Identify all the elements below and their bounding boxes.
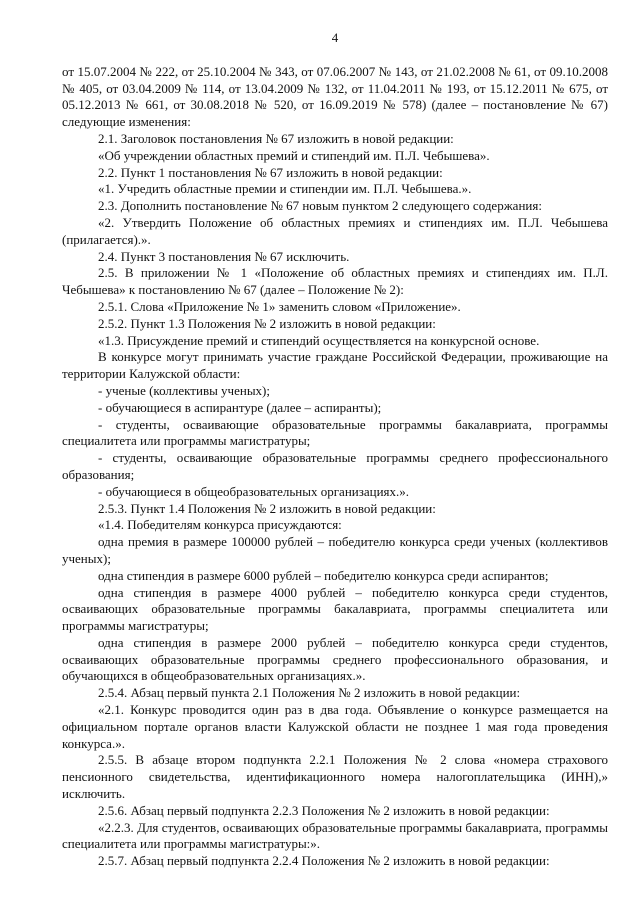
paragraph-2-5-4: 2.5.4. Абзац первый пункта 2.1 Положения № 2 изложить в новой редакции: — [98, 685, 521, 701]
paragraph-2-5-2: 2.5.2. Пункт 1.3 Положения № 2 изложить в новой редакции: — [98, 315, 436, 331]
list-item-school-pupils: - обучающиеся в общеобразовательных организациях.». — [98, 483, 410, 499]
paragraph-2-1-text: «Об учреждении областных премий и стипендий им. П.Л. Чебышева». — [98, 147, 490, 163]
paragraph-2-4: 2.4. Пункт 3 постановления № 67 исключить. — [98, 248, 350, 264]
paragraph-2-2-text: «1. Учредить областные премии и стипендии им. П.Л. Чебышева.». — [98, 181, 472, 197]
list-item-bachelor-students: - студенты, осваивающие образовательные программы бакалавриата, программы специалитета или программы магистратуры; — [62, 416, 608, 449]
paragraph-2-2-3: «2.2.3. Для студентов, осваивающих образовательные программы бакалавриата, программы специалитета или программы магистратуры:». — [62, 819, 608, 852]
paragraph-2-2: 2.2. Пункт 1 постановления № 67 изложить в новой редакции: — [98, 164, 443, 180]
paragraph-1-3: «1.3. Присуждение премий и стипендий осуществляется на конкурсной основе. — [98, 332, 540, 348]
paragraph-2-1: 2.1. Заголовок постановления № 67 изложить в новой редакции: — [98, 130, 454, 146]
award-college-stipend: одна стипендия в размере 2000 рублей – победителю конкурса среди студентов, осваивающих образовательные программы среднего профессионального образования, и обучающихся в общеобразовательных организациях.». — [62, 634, 608, 684]
paragraph-2-5-5: 2.5.5. В абзаце втором подпункта 2.2.1 Положения № 2 слова «номера страхового пенсионного свидетельства, идентификационного номера налогоплательщика (ИНН),» исключить. — [62, 752, 608, 802]
paragraph-2-5-1: 2.5.1. Слова «Приложение № 1» заменить словом «Приложение». — [98, 298, 461, 314]
award-postgraduate-stipend: одна стипендия в размере 6000 рублей – победителю конкурса среди аспирантов; — [98, 567, 549, 583]
document-page — [62, 0, 608, 870]
list-item-scientists: - ученые (коллективы ученых); — [98, 382, 271, 398]
award-bachelor-stipend: одна стипендия в размере 4000 рублей – победителю конкурса среди студентов, осваивающих образовательные программы бакалавриата, программы специалитета или программы магистратуры; — [62, 584, 608, 634]
list-item-postgraduates: - обучающиеся в аспирантуре (далее – аспиранты); — [98, 399, 382, 415]
paragraph-2-5: 2.5. В приложении № 1 «Положение об областных премиях и стипендиях им. П.Л. Чебышева» к постановлению № 67 (далее – Положение № 2): — [62, 265, 608, 298]
paragraph-continuation: от 15.07.2004 № 222, от 25.10.2004 № 343, от 07.06.2007 № 143, от 21.02.2008 № 61, от 09.10.2008 № 405, от 03.04.2009 № 114, от 13.04.2009 № 132, от 11.04.2011 № 193, от 15.12.2011 № 675, от 05.12.2013 № 661, от 30.08.2018 № 520, от 16.09.2019 № 578) (далее – постановление № 67) следующие изменения: — [62, 63, 608, 130]
paragraph-participants: В конкурсе могут принимать участие граждане Российской Федерации, проживающие на территории Калужской области: — [62, 349, 608, 382]
paragraph-2-5-6: 2.5.6. Абзац первый подпункта 2.2.3 Положения № 2 изложить в новой редакции: — [98, 802, 550, 818]
paragraph-2-3-text: «2. Утвердить Положение об областных премиях и стипендиях им. П.Л. Чебышева (прилагается).». — [62, 214, 608, 247]
paragraph-2-1-new: «2.1. Конкурс проводится один раз в два года. Объявление о конкурсе размещается на официальном портале органов власти Калужской области не позднее 1 мая года проведения конкурса.». — [62, 702, 608, 751]
paragraph-1-4: «1.4. Победителям конкурса присуждаются: — [98, 517, 342, 533]
award-premium: одна премия в размере 100000 рублей – победителю конкурса среди ученых (коллективов ученых); — [62, 534, 608, 566]
paragraph-2-3: 2.3. Дополнить постановление № 67 новым пунктом 2 следующего содержания: — [98, 198, 542, 214]
paragraph-2-5-7: 2.5.7. Абзац первый подпункта 2.2.4 Положения № 2 изложить в новой редакции: — [98, 853, 550, 869]
page-number: 4 — [331, 30, 339, 45]
list-item-college-students: - студенты, осваивающие образовательные программы среднего профессионального образования; — [62, 450, 608, 482]
paragraph-2-5-3: 2.5.3. Пункт 1.4 Положения № 2 изложить в новой редакции: — [98, 500, 436, 516]
